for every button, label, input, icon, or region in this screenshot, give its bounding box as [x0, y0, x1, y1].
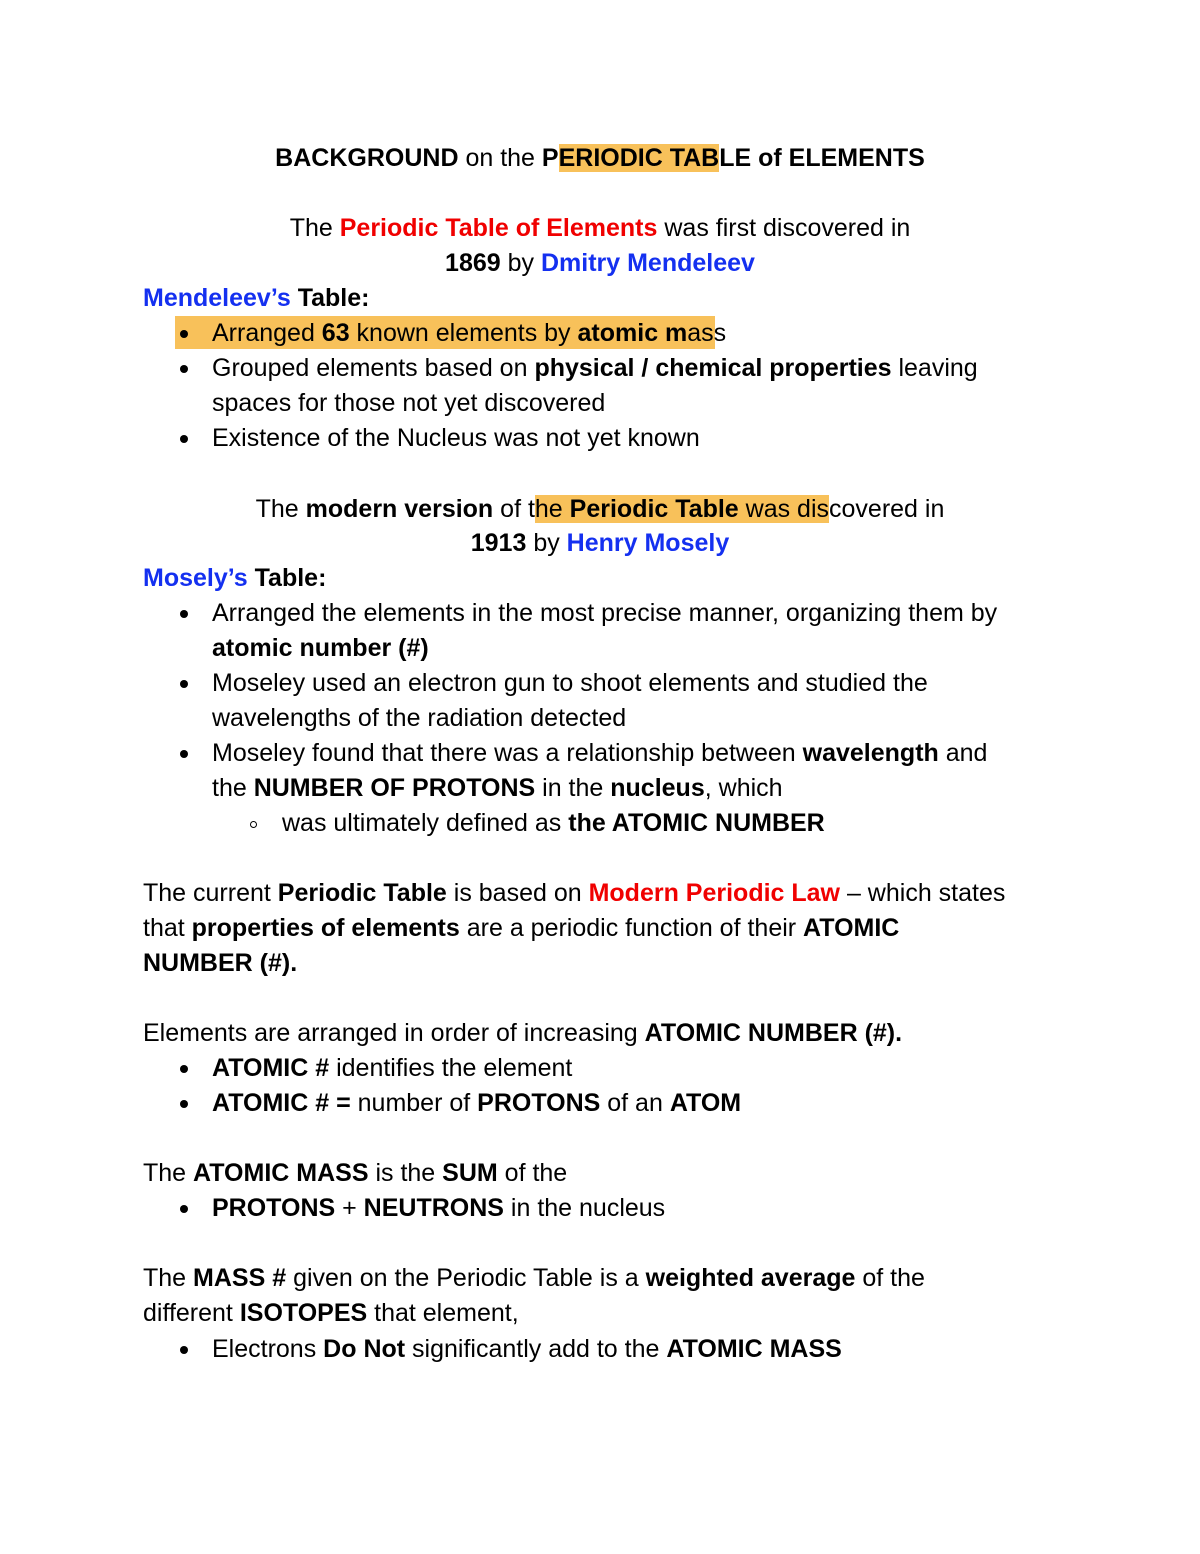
- list-item: Grouped elements based on physical / chemical properties leaving: [212, 354, 978, 382]
- intro-line-2: 1869 by Dmitry Mendeleev: [445, 249, 755, 277]
- list-item: Existence of the Nucleus was not yet known: [212, 424, 700, 452]
- sub-list-item: was ultimately defined as the ATOMIC NUMBER: [282, 809, 825, 837]
- list-item: Arranged the elements in the most precise manner, organizing them by: [212, 599, 998, 627]
- list-item: Arranged 63 known elements by atomic mass: [212, 319, 727, 347]
- list-item-continuation: atomic number (#): [212, 634, 429, 662]
- list-item: PROTONS + NEUTRONS in the nucleus: [212, 1194, 666, 1222]
- list-item: ATOMIC # identifies the element: [212, 1054, 573, 1082]
- order-paragraph: Elements are arranged in order of increasing ATOMIC NUMBER (#).: [143, 1019, 903, 1047]
- massnum-paragraph-line-1: The MASS # given on the Periodic Table is a weighted average of the: [143, 1264, 925, 1292]
- list-item-continuation: spaces for those not yet discovered: [212, 389, 606, 417]
- list-item: ATOMIC # = number of PROTONS of an ATOM: [212, 1089, 742, 1117]
- law-paragraph-line-3: NUMBER (#).: [143, 949, 298, 977]
- law-paragraph-line-2: that properties of elements are a periodic function of their ATOMIC: [143, 914, 900, 942]
- intro2-line-1: The modern version of the Periodic Table was discovered in: [255, 495, 945, 523]
- law-paragraph-line-1: The current Periodic Table is based on Modern Periodic Law – which states: [143, 879, 1006, 907]
- mass-paragraph: The ATOMIC MASS is the SUM of the: [143, 1159, 568, 1187]
- mendeleev-heading: Mendeleev’s Table:: [143, 284, 370, 312]
- page-title: BACKGROUND on the PERIODIC TABLE of ELEMENTS: [275, 144, 925, 172]
- list-item: Electrons Do Not significantly add to the ATOMIC MASS: [212, 1335, 842, 1363]
- list-item: Moseley found that there was a relationship between wavelength and: [212, 739, 988, 767]
- list-item-continuation: the NUMBER OF PROTONS in the nucleus, which: [212, 774, 783, 802]
- mosely-heading: Mosely’s Table:: [143, 564, 327, 592]
- intro2-line-2: 1913 by Henry Mosely: [470, 529, 730, 557]
- list-item-continuation: wavelengths of the radiation detected: [212, 704, 627, 732]
- massnum-paragraph-line-2: different ISOTOPES that element,: [143, 1299, 519, 1327]
- intro-line-1: The Periodic Table of Elements was first discovered in: [289, 214, 911, 242]
- list-item: Moseley used an electron gun to shoot elements and studied the: [212, 669, 928, 697]
